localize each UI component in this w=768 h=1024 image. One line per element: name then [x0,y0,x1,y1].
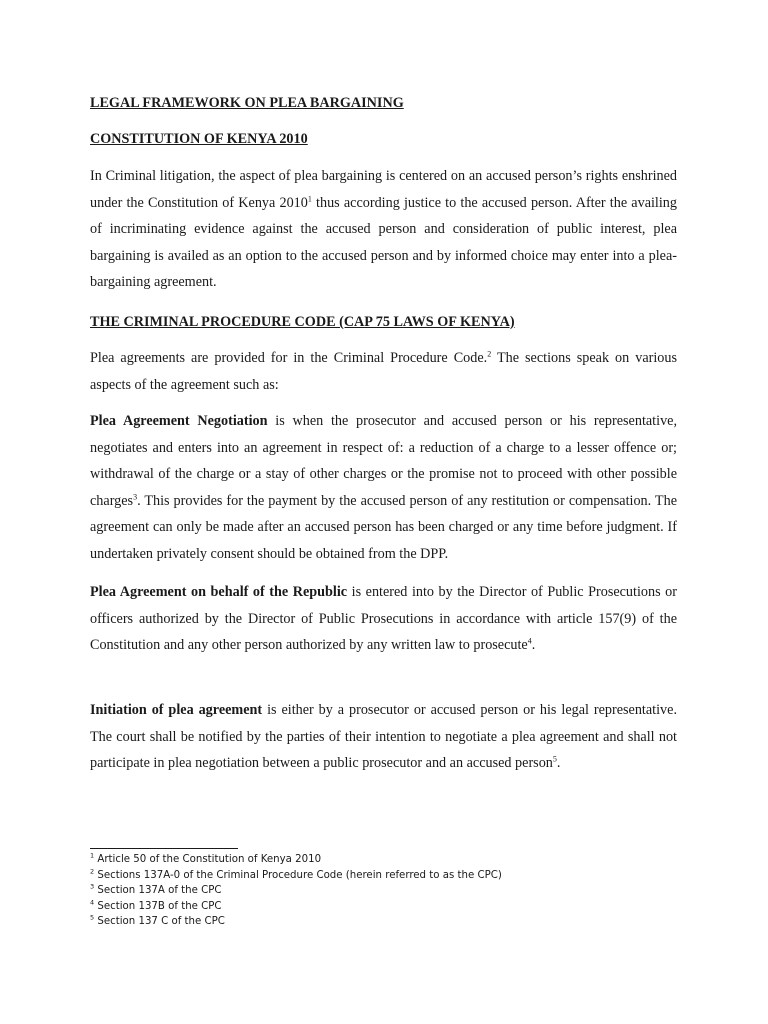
footnote-number: 5 [90,913,95,922]
paragraph-initiation [90,697,677,777]
heading-constitution: CONSTITUTION OF KENYA 2010 [90,131,308,147]
paragraph-republic [90,579,677,659]
footnote-text: Section 137A of the CPC [94,885,222,896]
paragraph-text: is entered into by the Director of Public Prosecutions or officers authorized by the Director of Public Prosecutions in accordance with article 157(9) of the Constitution and any other person authorized by any written law to prosecute [90,584,677,654]
paragraph-text: is when the prosecutor and accused person or his representative, negotiates and enters into an agreement in respect of: a reduction of a charge to a lesser offence or; withdrawal of the charge or a stay of other charges or the promise not to proceed with other possible charges [90,413,678,509]
footnote-number: 4 [90,898,95,907]
footnote-item [90,868,677,884]
footnote-text: Section 137B of the CPC [94,900,222,912]
defined-term: Initiation of plea agreement [90,702,263,718]
document-page [90,0,677,1024]
paragraph-text: is either by a prosecutor or accused person or his legal representative. The court shall be notified by the parties of their intention to negotiate a plea agreement and shall not participate in plea negotiation between a public prosecutor and an accused person [90,702,677,772]
footnote-number: 2 [90,867,95,876]
footnote-ref: 5 [552,754,557,764]
paragraph-text: In Criminal litigation, the aspect of plea bargaining is centered on an accused person’s rights enshrined under the Constitution of Kenya 2010 [90,168,677,211]
paragraph-text: thus according justice to the accused person. After the availing of incriminating evidence against the accused person and consideration of public interest, plea bargaining is availed as an option to the accused person and by informed choice may enter into a plea-bargaining agreement. [90,194,677,291]
footnote-ref: 2 [487,349,492,359]
footnote-item [90,852,677,868]
paragraph-text: . This provides for the payment by the accused person of any restitution or compensation. The agreement can only be made after an accused person has been charged or any time before judgment. If undertaken privately consent should be obtained from the DPP. [90,492,677,562]
footnote-ref: 4 [527,636,532,646]
heading-legal-framework: LEGAL FRAMEWORK ON PLEA BARGAINING [90,95,404,111]
footnote-ref: 1 [307,193,312,203]
footnote-item [90,899,677,915]
paragraph-text: Plea agreements are provided for in the Criminal Procedure Code. [90,350,488,366]
footnote-number: 3 [90,882,95,891]
footnote-text: Sections 137A-0 of the Criminal Procedure Code (herein referred to as the CPC) [94,869,502,881]
defined-term: Plea Agreement Negotiation [90,413,268,429]
paragraph-constitution [90,163,677,296]
footnote-item [90,914,677,930]
paragraph-text: The sections speak on various aspects of the agreement such as: [90,350,678,393]
paragraph-text: . [531,637,536,654]
footnote-text: Section 137 C of the CPC [94,916,225,927]
defined-term: Plea Agreement on behalf of the Republic [90,584,348,600]
paragraph-text: . [556,755,561,772]
paragraph-negotiation [90,408,677,568]
footnote-divider [90,848,238,849]
heading-cpc: THE CRIMINAL PROCEDURE CODE (CAP 75 LAWS OF KENYA) [90,314,515,330]
paragraph-plea-agreements [90,345,677,398]
footnote-item [90,883,677,899]
footnotes-list [90,852,677,930]
footnote-text: Article 50 of the Constitution of Kenya 2010 [94,854,322,865]
footnote-ref: 3 [133,492,138,502]
footnote-number: 1 [90,851,95,860]
